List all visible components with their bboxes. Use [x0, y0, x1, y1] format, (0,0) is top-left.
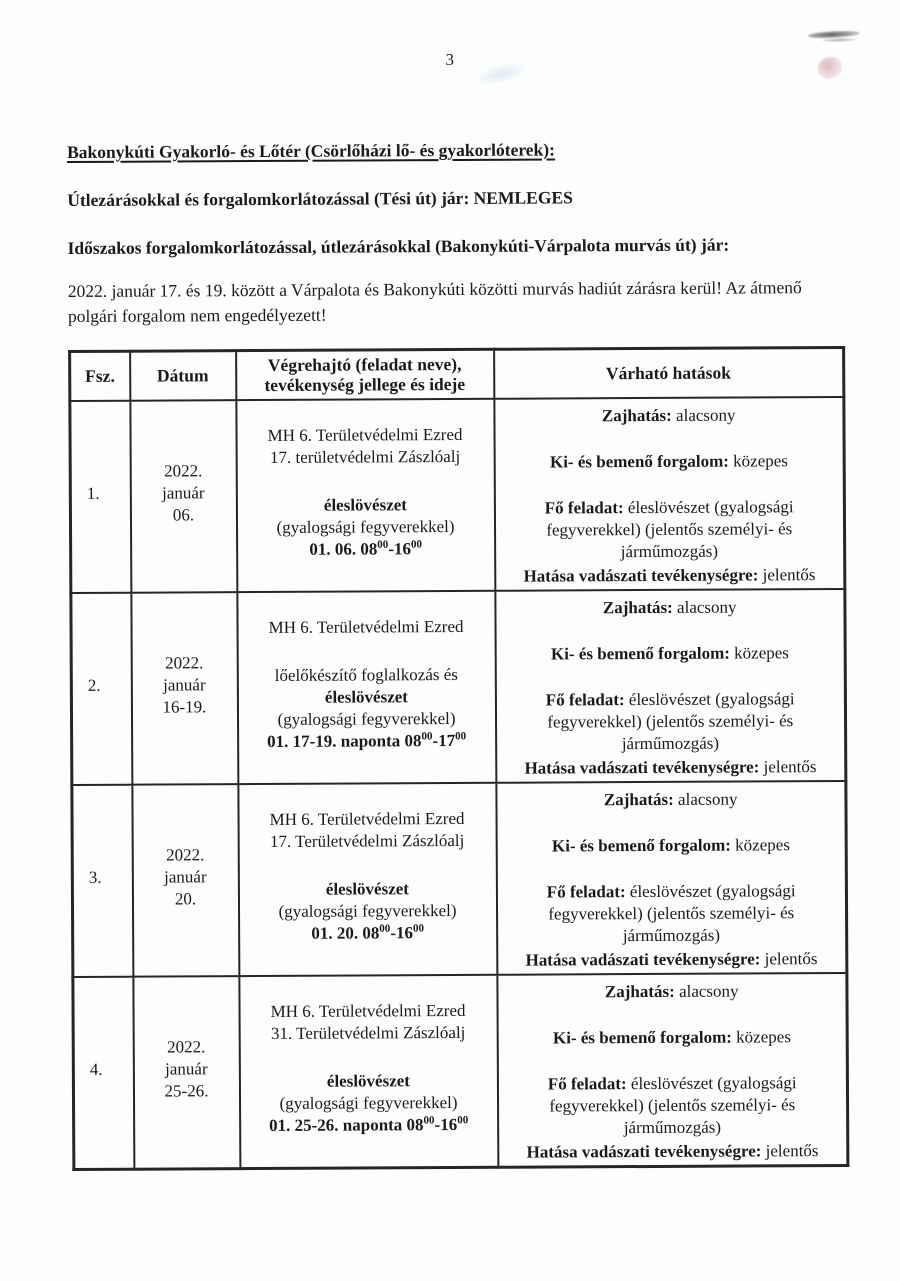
hunting-effect: Hatása vadászati tevékenységre: jelentős [523, 565, 816, 586]
cell-fsz [71, 593, 132, 785]
cell-executor [238, 783, 497, 976]
traffic-effect: Ki- és bemenő forgalom: közepes [551, 835, 790, 856]
road-closure-statement: Útlezárásokkal és forgalomkorlátozással (Tési út) jár: NEMLEGES [67, 187, 573, 211]
row-number: 4. [89, 1059, 103, 1079]
header-effects: Várható hatások [494, 347, 844, 399]
main-task: Fő feladat: éleslövészet (gyalogsági fegyverekkel) (jelentős személyi- és járműmozgás) [547, 1073, 797, 1138]
date-line: január [162, 483, 205, 503]
unit-name: MH 6. Területvédelmi Ezred [267, 424, 463, 445]
cell-executor [237, 591, 496, 784]
cell-effects [497, 973, 848, 1167]
date-line: január [165, 1059, 208, 1079]
activity-time: 01. 06. $08^{00}-16^{00}$ [309, 538, 422, 559]
activity-time: 01. 17-19. naponta $08^{00}-17^{00}$ [267, 730, 467, 751]
scanner-smudge-red [818, 57, 842, 79]
closure-notice-paragraph: 2022. január 17. és 19. között a Várpalota és Bakonykúti közötti murvás hadiút zárásra kerül! Az átmenő polgári forgalom nem engedélyezett! [67, 277, 802, 326]
main-task: Fő feladat: éleslövészet (gyalogsági fegyverekkel) (jelentős személyi- és járműmozgás) [546, 881, 796, 946]
cell-date [132, 784, 239, 977]
date-line: január [164, 867, 207, 887]
activity-note: (gyalogsági fegyverekkel) [276, 516, 455, 537]
date-line: 2022. [167, 1037, 206, 1057]
periodic-restriction-heading: Időszakos forgalomkorlátozással, útlezárásokkal (Bakonykúti-Várpalota murvás út) jár: [67, 234, 730, 259]
cell-executor [239, 975, 498, 1169]
activity-main: éleslövészet [326, 1071, 411, 1091]
unit-name: MH 6. Területvédelmi Ezred [268, 616, 464, 637]
row-number: 3. [88, 867, 102, 887]
cell-executor [236, 399, 495, 592]
date-line: 25-26. [164, 1081, 209, 1101]
unit-subname: 31. Területvédelmi Zászlóalj [270, 1022, 466, 1043]
traffic-effect: Ki- és bemenő forgalom: közepes [549, 451, 788, 472]
activity-main: éleslövészet [325, 879, 410, 899]
main-task: Fő feladat: éleslövészet (gyalogsági fegyverekkel) (jelentős személyi- és járműmozgás) [544, 497, 794, 562]
activity-time: 01. 25-26. naponta $08^{00}-16^{00}$ [269, 1114, 469, 1135]
table-header-row [70, 347, 844, 401]
main-task: Fő feladat: éleslövészet (gyalogsági fegyverekkel) (jelentős személyi- és járműmozgás) [545, 689, 795, 754]
hunting-effect: Hatása vadászati tevékenységre: jelentős [525, 949, 818, 970]
unit-subname: 17. területvédelmi Zászlóalj [269, 446, 461, 467]
header-executor: Végrehajtó (feladat neve), tevékenység jellege és ideje [236, 349, 494, 400]
unit-name: MH 6. Területvédelmi Ezred [270, 1000, 466, 1021]
activity-time: 01. 20. $08^{00}-16^{00}$ [311, 922, 424, 943]
page-number: 3 [445, 50, 455, 69]
cell-date [130, 400, 237, 593]
date-line: 2022. [166, 845, 205, 865]
hunting-effect: Hatása vadászati tevékenységre: jelentős [526, 1141, 819, 1162]
activity-main: éleslövészet [323, 495, 407, 515]
cell-effects [495, 589, 846, 783]
date-line: 06. [172, 505, 195, 525]
traffic-effect: Ki- és bemenő forgalom: közepes [552, 1027, 791, 1048]
document-content [67, 138, 845, 1171]
noise-effect: Zajhatás: alacsony [603, 789, 738, 810]
activity-note: (gyalogsági fegyverekkel) [277, 708, 456, 729]
header-fsz: Fsz. [70, 351, 130, 401]
date-line: január [163, 675, 206, 695]
table-row [70, 397, 845, 593]
activity-note: (gyalogsági fegyverekkel) [279, 1092, 458, 1113]
noise-effect: Zajhatás: alacsony [604, 981, 739, 1002]
hunting-effect: Hatása vadászati tevékenységre: jelentős [524, 757, 817, 778]
cell-fsz [70, 401, 131, 593]
date-line: 2022. [164, 461, 203, 481]
cell-fsz [72, 785, 133, 977]
header-datum: Dátum [130, 350, 236, 400]
cell-effects [494, 397, 845, 591]
activity-note: (gyalogsági fegyverekkel) [278, 900, 457, 921]
table-row [71, 589, 846, 785]
table-row [73, 973, 848, 1170]
activity-main: éleslövészet [324, 687, 408, 707]
schedule-table [68, 346, 849, 1171]
traffic-effect: Ki- és bemenő forgalom: közepes [550, 643, 789, 664]
cell-effects [496, 781, 847, 975]
activity-pre: lőelőkészítő foglalkozás és [274, 664, 458, 685]
document-title: Bakonykúti Gyakorló- és Lőtér (Csörlőházi lő- és gyakorlóterek): [67, 139, 555, 163]
row-number: 1. [86, 483, 100, 503]
date-line: 20. [174, 889, 197, 909]
cell-date [131, 592, 238, 785]
date-line: 2022. [165, 653, 204, 673]
unit-subname: 17. Területvédelmi Zászlóalj [269, 830, 465, 851]
table-row [72, 781, 847, 977]
noise-effect: Zajhatás: alacsony [602, 597, 737, 618]
cell-date [133, 976, 240, 1169]
date-line: 16-19. [162, 697, 207, 717]
noise-effect: Zajhatás: alacsony [601, 405, 736, 426]
unit-name: MH 6. Területvédelmi Ezred [269, 808, 465, 829]
row-number: 2. [87, 675, 101, 695]
cell-fsz [73, 977, 134, 1170]
